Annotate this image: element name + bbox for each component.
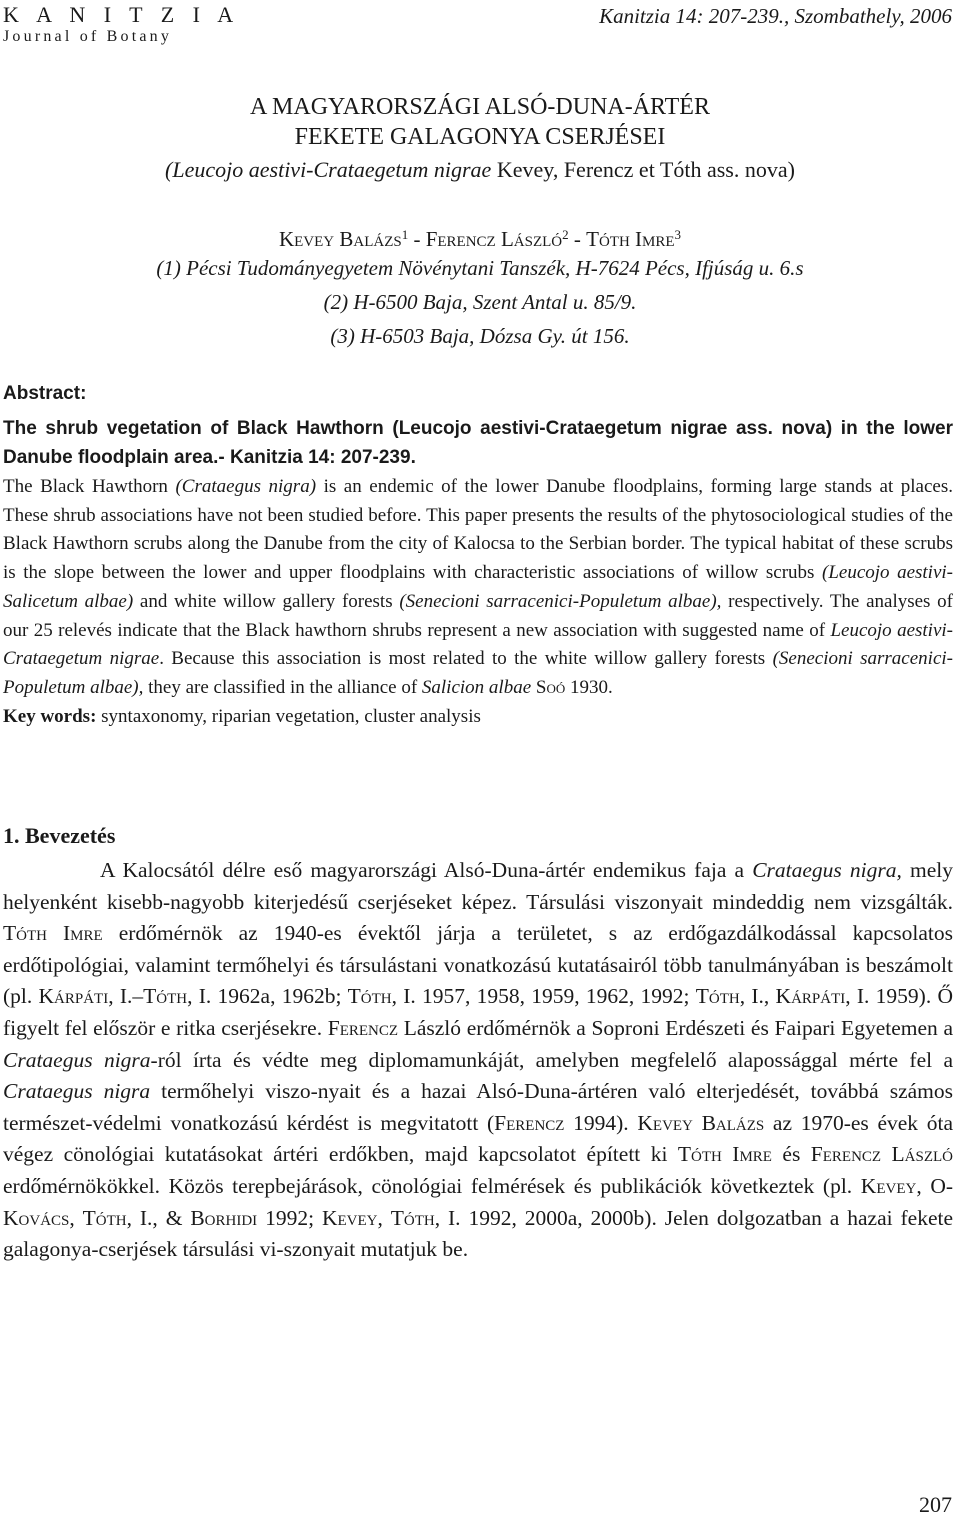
text-run: 1994).	[564, 1110, 638, 1135]
text-run: termőhelyi viszo-nyait és a hazai Alsó-Duna-ártéren való elterjedését, továbbá számos természet-védelmi vonatkozású kérdést is megvitatott (	[3, 1079, 953, 1135]
text-run: Tóth	[82, 1205, 127, 1230]
text-run: Kevey	[860, 1173, 917, 1198]
author-2-affil: 2	[562, 227, 569, 242]
text-run: ,	[69, 1205, 83, 1230]
text-run: Tóth Imre	[677, 1142, 772, 1167]
text-run: Ferencz László	[810, 1142, 953, 1167]
text-run: (Senecioni sarracenici-Populetum albae),	[3, 648, 953, 698]
text-run: mely helyenként kisebb-nagyobb kiterjedésű cserjéseket képez. Társulási viszonyait mindeddig nem vizsgálták.	[3, 858, 953, 914]
text-run: Crataegus nigra,	[752, 858, 902, 882]
text-run: Kevey	[321, 1205, 378, 1230]
text-run: 1992;	[257, 1205, 322, 1230]
abstract-heading: Abstract:	[3, 383, 87, 404]
text-run: Ferencz	[494, 1110, 565, 1135]
text-run: (Crataegus nigra)	[175, 476, 317, 497]
abstract-body	[3, 473, 953, 731]
text-run: , I. 1962a, 1962b;	[187, 984, 348, 1009]
title-species: (Leucojo aestivi-Crataegetum nigrae	[165, 157, 492, 182]
text-run: Tóth	[390, 1205, 435, 1230]
text-run: , I.–	[108, 984, 144, 1009]
text-run: -ról írta és védte meg diplomamunkáját, amelyben megfelelő alapossággal mérte fel a	[150, 1047, 953, 1072]
title-line-3	[0, 157, 960, 183]
keywords-label: Key words:	[3, 705, 97, 727]
text-run: , I. 1992, 2000a, 2000b). Jelen dolgozatban a hazai fekete galagonya-cserjések társulási vi-szonyait mutatjuk be.	[3, 1205, 953, 1262]
title-line-2: FEKETE GALAGONYA CSERJÉSEI	[294, 124, 666, 150]
text-run: Salicion albae	[421, 676, 532, 698]
text-run: Borhidi	[190, 1205, 258, 1230]
text-run: , I.,	[739, 984, 776, 1009]
text-run: A Kalocsától délre eső magyarországi Alsó-Duna-ártér endemikus faja a	[100, 858, 753, 882]
page-number: 207	[919, 1492, 952, 1517]
text-run: és	[771, 1142, 811, 1167]
abstract-title: The shrub vegetation of Black Hawthorn (Leucojo aestivi-Crataegetum nigrae ass. nova) in the lower Danube floodplain area.- Kanitzia 14: 207-239.	[3, 418, 953, 468]
keywords: syntaxonomy, riparian vegetation, cluster analysis	[96, 705, 481, 727]
body-paragraph	[3, 855, 953, 1266]
text-run: Kevey Balázs	[637, 1110, 765, 1135]
text-run: , I. 1959). Ő figyelt fel először e ritka cserjésekre.	[3, 984, 953, 1040]
text-run: and white willow gallery forests	[133, 590, 400, 612]
text-run: erdőmérnökökkel. Közös terepbejárások, cönológiai felmérések és publikációk következtek (pl.	[3, 1173, 861, 1198]
text-run: erdőmérnök az 1940-es évektől járja a területet, s az erdőgazdálkodással kapcsolatos erdőtipológiai, valamint termőhelyi és társulástani vonatkozású kutatásairól több tanulmányában is beszámolt (pl.	[3, 921, 953, 1009]
text-run: Kovács	[3, 1205, 70, 1230]
affiliation-3: (3) H-6503 Baja, Dózsa Gy. út 156.	[330, 324, 630, 348]
author-3-affil: 3	[674, 227, 682, 242]
author-separator: -	[408, 227, 426, 251]
text-run: Crataegus nigra	[3, 1079, 151, 1104]
text-run: The Black Hawthorn	[3, 476, 176, 497]
text-run: , I., &	[126, 1205, 191, 1230]
text-run: , O-	[916, 1173, 954, 1198]
title-authority: Kevey, Ferencz et Tóth ass. nova)	[491, 157, 795, 182]
text-run: az 1970-es évek óta végez cönológiai kutatásokat ártéri erdőkben, majd kapcsolatot épített ki	[3, 1110, 953, 1167]
author-separator: -	[568, 227, 587, 251]
text-run: Kárpáti	[775, 984, 846, 1009]
author-1-affil: 1	[401, 227, 409, 242]
text-run: respectively. The analyses of our 25 relevés indicate that the Black hawthorn shrubs represent a new association with suggested name of	[3, 590, 953, 641]
text-run: Soó	[531, 676, 566, 698]
text-run: ,	[377, 1205, 391, 1230]
text-run: László erdőmérnök a Soproni Erdészeti és Faipari Egyetemen a	[398, 1015, 953, 1040]
text-run: (Leucojo aestivi-Salicetum albae)	[3, 562, 953, 612]
text-run: , I. 1957, 1958, 1959, 1962, 1992;	[391, 984, 696, 1009]
text-run: Tóth Imre	[3, 921, 103, 946]
text-run: 1930.	[565, 676, 613, 698]
text-run: Tóth	[143, 984, 188, 1009]
author-3: Tóth Imre	[586, 227, 675, 251]
affiliation-1: (1) Pécsi Tudományegyetem Növénytani Tanszék, H-7624 Pécs, Ifjúság u. 6.s	[156, 256, 804, 280]
text-run: Kárpáti	[38, 984, 109, 1009]
text-run: Crataegus nigra	[3, 1047, 151, 1072]
citation: Kanitzia 14: 207-239., Szombathely, 2006	[599, 4, 952, 28]
journal-subtitle: Journal of Botany	[3, 28, 173, 45]
title-line-1: A MAGYARORSZÁGI ALSÓ-DUNA-ÁRTÉR	[250, 94, 710, 120]
text-run: Tóth	[695, 984, 740, 1009]
journal-name: K A N I T Z I A	[3, 2, 240, 27]
text-run: is an endemic of the lower Danube floodplains, forming large stands at places. These shrub associations have not been studied before. This paper presents the results of the phytosociological studies of the Black Hawthorn scrubs along the Danube from the city of Kalocsa to the Serbian border. The typical habitat of these scrubs is the slope between the lower and upper floodplains with characteristic associations of willow scrubs	[3, 476, 953, 584]
author-2: Ferencz László	[425, 227, 563, 251]
text-run: they are classified in the alliance of	[143, 676, 422, 698]
affiliation-2: (2) H-6500 Baja, Szent Antal u. 85/9.	[323, 290, 637, 314]
author-1: Kevey Balázs	[278, 227, 402, 251]
text-run: Ferencz	[327, 1015, 399, 1040]
text-run: Tóth	[347, 984, 392, 1009]
text-run: . Because this association is most related to the white willow gallery forests	[159, 648, 773, 670]
text-run: (Senecioni sarracenici-Populetum albae),	[399, 590, 722, 612]
section-heading: 1. Bevezetés	[3, 823, 116, 848]
author-list	[0, 227, 960, 252]
text-run: Leucojo aestivi-Crataegetum nigrae	[3, 619, 953, 670]
